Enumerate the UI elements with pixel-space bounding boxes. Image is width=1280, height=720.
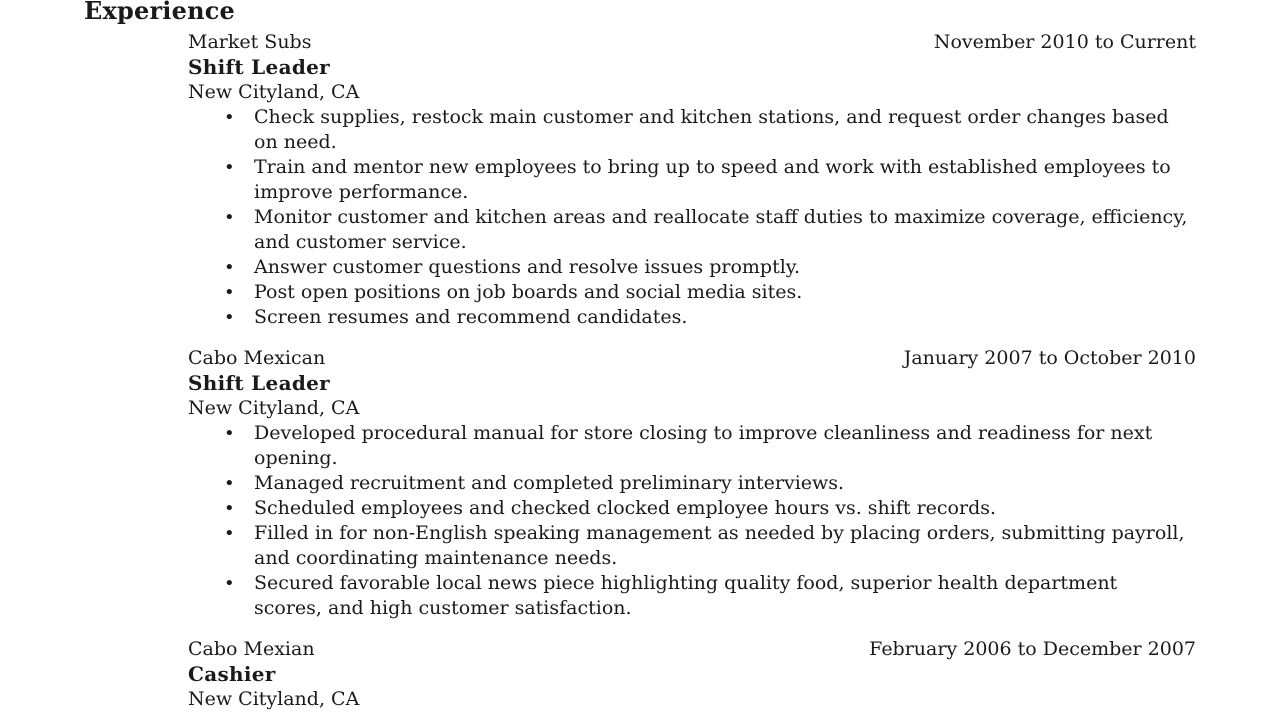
job-entry <box>188 346 1196 621</box>
bullet-item: • Filled in for non-English speaking management as needed by placing orders, submitting payroll, and coordinating maintenance needs. <box>254 521 1189 571</box>
company-name: Market Subs <box>188 31 312 53</box>
bullet-item: • Managed recruitment and completed preliminary interviews. <box>254 471 1189 496</box>
bullet-item: • Scheduled employees and checked clocked employee hours vs. shift records. <box>254 496 1189 521</box>
bullet-item: • Train and mentor new employees to bring up to speed and work with established employees to improve performance. <box>254 155 1189 205</box>
job-location: New Cityland, CA <box>188 397 360 419</box>
section-title: Experience <box>84 0 236 25</box>
job-header <box>188 346 1196 371</box>
bullet-item: • Secured favorable local news piece highlighting quality food, superior health department scores, and high customer satisfaction. <box>254 571 1189 621</box>
company-name: Cabo Mexian <box>188 638 315 660</box>
bullet-item: • Answer customer questions and resolve issues promptly. <box>254 255 1189 280</box>
job-entry <box>188 30 1196 330</box>
job-location: New Cityland, CA <box>188 688 360 710</box>
job-bullets <box>188 105 1196 330</box>
bullet-item: • Developed procedural manual for store closing to improve cleanliness and readiness for next opening. <box>254 421 1189 471</box>
job-title: Cashier <box>188 662 276 686</box>
bullet-item: • Post open positions on job boards and social media sites. <box>254 280 1189 305</box>
bullet-item: • Monitor customer and kitchen areas and reallocate staff duties to maximize coverage, efficiency, and customer service. <box>254 205 1189 255</box>
job-bullets <box>188 421 1196 621</box>
job-location: New Cityland, CA <box>188 81 360 103</box>
bullet-item: • Check supplies, restock main customer and kitchen stations, and request order changes based on need. <box>254 105 1189 155</box>
job-dates: February 2006 to December 2007 <box>869 638 1196 660</box>
bullet-item: • Screen resumes and recommend candidates. <box>254 305 1189 330</box>
job-title: Shift Leader <box>188 371 330 395</box>
job-header <box>188 30 1196 55</box>
job-title: Shift Leader <box>188 55 330 79</box>
job-header <box>188 637 1196 662</box>
job-entry <box>188 637 1196 712</box>
job-dates: January 2007 to October 2010 <box>903 347 1196 369</box>
job-dates: November 2010 to Current <box>933 31 1196 53</box>
company-name: Cabo Mexican <box>188 347 326 369</box>
